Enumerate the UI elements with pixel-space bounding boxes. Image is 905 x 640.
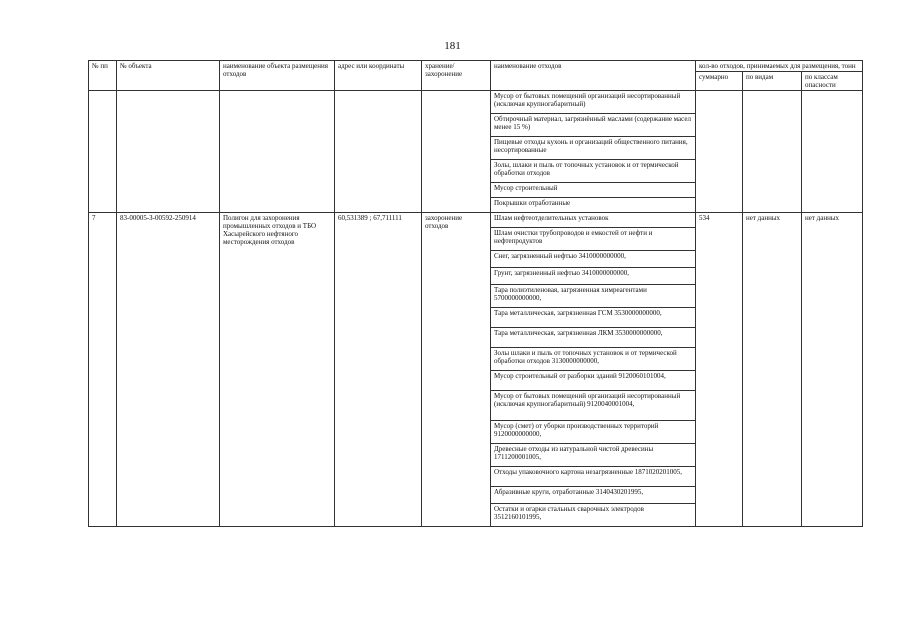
cont-empty-class <box>802 91 863 213</box>
waste-item: Абразивные круги, отработанные 3140430201995, <box>491 487 696 504</box>
waste-item: Мусор строительный <box>491 183 696 198</box>
waste-item: Шлам нефтеотделительных установок <box>491 213 696 228</box>
record-storage: захоронение отходов <box>422 213 491 527</box>
waste-item: Грунт, загрязненный нефтью 3410000000000, <box>491 268 696 285</box>
header-total: суммарно <box>696 72 743 91</box>
header-by-type: по видам <box>743 72 802 91</box>
page-number: 181 <box>444 40 461 52</box>
cont-empty-address <box>335 91 422 213</box>
cont-empty-num <box>89 91 117 213</box>
waste-item: Тара металлическая, загрязненная ГСМ 3530000000000, <box>491 308 696 328</box>
cont-empty-storage <box>422 91 491 213</box>
header-row-1 <box>89 61 863 72</box>
record-by-class: нет данных <box>802 213 863 527</box>
waste-item: Шлам очистки трубопроводов и емкостей от нефти и нефтепродуктов <box>491 228 696 251</box>
waste-item: Тара полиэтиленовая, загрязненная химреагентами 5700000000000, <box>491 285 696 308</box>
waste-item: Покрышки отработанные <box>491 198 696 213</box>
cont-empty-total <box>696 91 743 213</box>
continuation-row <box>89 91 863 114</box>
waste-item: Мусор от бытовых помещений организаций несортированный (исключая крупногабаритный) 9120040001004, <box>491 391 696 421</box>
cont-empty-type <box>743 91 802 213</box>
record-by-type: нет данных <box>743 213 802 527</box>
header-num: № пп <box>89 61 117 91</box>
header-by-class: по классам опасности <box>802 72 863 91</box>
waste-item: Остатки и огарки стальных сварочных электродов 3512160101995, <box>491 504 696 527</box>
header-storage: хранение/захоронение <box>422 61 491 91</box>
record-object-id: 83-00005-З-00592-250914 <box>117 213 220 527</box>
waste-item: Золы, шлаки и пыль от топочных установок и от термической обработки отходов <box>491 160 696 183</box>
waste-item: Золы шлаки и пыль от топочных установок и от термической обработки отходов 3130000000000, <box>491 348 696 371</box>
record-site-name: Полигон для захоронения промышленных отходов и ТБО Хасырейского нефтяного месторождения отходов <box>220 213 335 527</box>
cont-empty-object <box>117 91 220 213</box>
waste-item: Мусор от бытовых помещений организаций несортированный (исключая крупногабаритный) <box>491 91 696 114</box>
header-site-name: наименование объекта размещения отходов <box>220 61 335 91</box>
record-num: 7 <box>89 213 117 527</box>
record-address: 60,531389 ; 67,711111 <box>335 213 422 527</box>
cont-empty-site <box>220 91 335 213</box>
waste-item: Отходы упаковочного картона незагрязненные 1871020201005, <box>491 467 696 487</box>
waste-item: Пищевые отходы кухонь и организаций общественного питания, несортированные <box>491 137 696 160</box>
record-row <box>89 213 863 228</box>
waste-register-table <box>88 60 863 527</box>
waste-item: Снег, загрязненный нефтью 3410000000000, <box>491 251 696 268</box>
waste-item: Тара металлическая, загрязненная ЛКМ 3530000000000, <box>491 328 696 348</box>
header-quantity-group: кол-во отходов, принимаемых для размещения, тонн <box>696 61 863 72</box>
waste-item: Мусор строительный от разборки зданий 9120060101004, <box>491 371 696 391</box>
header-object-id: № объекта <box>117 61 220 91</box>
waste-item: Древесные отходы из натуральной чистой древесины 1711200001005, <box>491 444 696 467</box>
waste-item: Обтирочный материал, загрязнённый маслами (содержание масел менее 15 %) <box>491 114 696 137</box>
record-total: 534 <box>696 213 743 527</box>
header-address: адрес или координаты <box>335 61 422 91</box>
waste-item: Мусор (смет) от уборки производственных территорий 9120000000000, <box>491 421 696 444</box>
header-waste-name: наименование отходов <box>491 61 696 91</box>
